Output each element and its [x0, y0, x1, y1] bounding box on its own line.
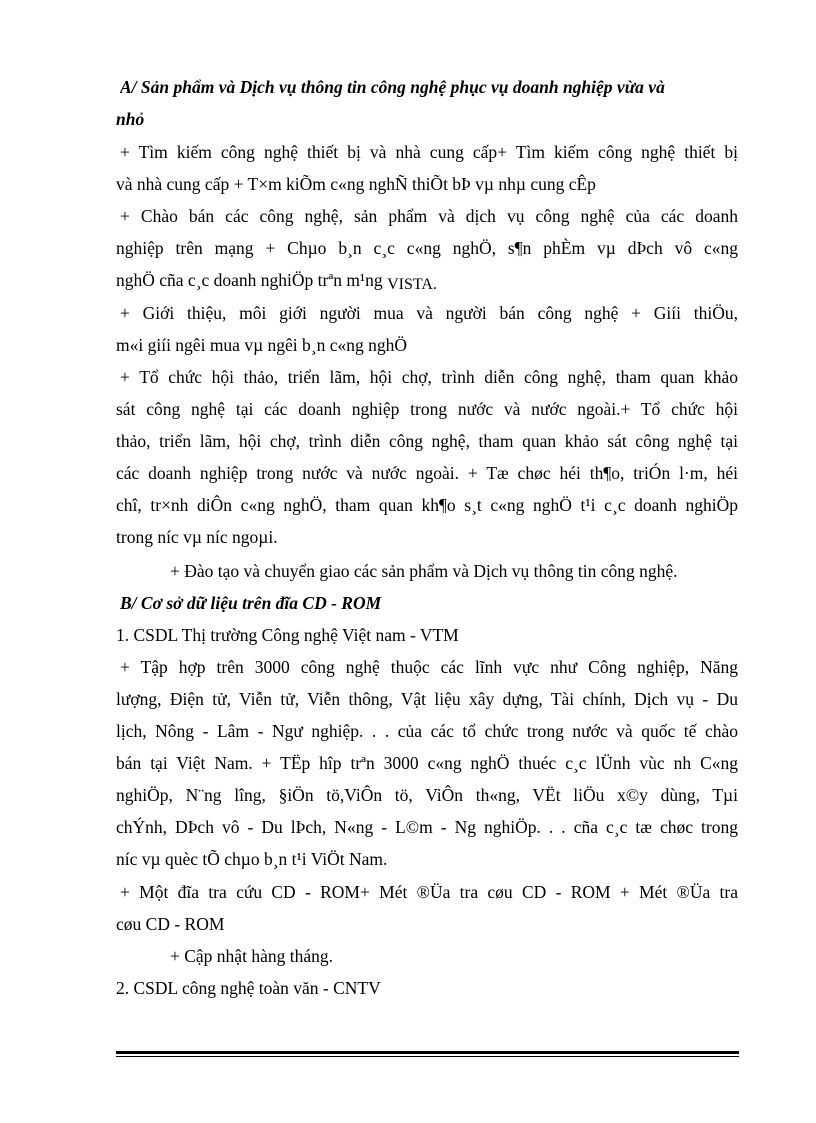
paragraph-line: + Chào bán các công nghệ, sản phẩm và dịch vụ công nghệ của các doanh	[120, 206, 738, 226]
paragraph-line: thảo, triển lãm, hội chợ, trình diễn công nghệ, tham quan khảo sát công nghệ tại	[116, 431, 738, 451]
paragraph-line: sát công nghệ tại các doanh nghiệp trong nước và nước ngoài.+ Tổ chức hội	[116, 399, 738, 419]
list-item-title: 2. CSDL công nghệ toàn văn - CNTV	[116, 978, 381, 998]
list-item-title: 1. CSDL Thị trường Công nghệ Việt nam - VTM	[116, 625, 459, 645]
footer-rule-thin	[116, 1056, 739, 1057]
paragraph-line: + Một đĩa tra cứu CD - ROM+ Mét ®Üa tra cøu CD - ROM + Mét ®Üa tra	[120, 882, 738, 902]
paragraph-line: chÝnh, DÞch vô - Du lÞch, N«ng - L©m - Ng nghiÖp. . . cña c¸c tæ chøc trong	[116, 817, 738, 837]
section-a-title: A/ Sản phẩm và Dịch vụ thông tin công nghệ phục vụ doanh nghiệp vừa và	[120, 77, 665, 97]
paragraph-line: chî, tr×nh diÔn c«ng nghÖ, tham quan kh¶o s¸t c«ng nghÖ t¹i c¸c doanh nghiÖp	[116, 495, 738, 515]
vista-word: VISTA.	[387, 276, 437, 293]
section-a-title-cont: nhỏ	[116, 109, 145, 129]
paragraph-line: nghiệp trên mạng + Chµo b¸n c¸c c«ng nghÖ, s¶n phÈm vµ dÞch vô c«ng	[116, 238, 738, 258]
paragraph-line: + Giới thiệu, môi giới người mua và người bán công nghệ + Giíi thiÖu,	[120, 303, 738, 323]
paragraph-line: m«i giíi ngêi mua vµ ngêi b¸n c«ng nghÖ	[116, 335, 408, 355]
paragraph-line: các doanh nghiệp trong nước và nước ngoài. + Tæ chøc héi th¶o, triÓn l·m, héi	[116, 463, 738, 483]
paragraph-line	[116, 269, 738, 293]
paragraph-line: lượng, Điện tử, Viễn tử, Viễn thông, Vật liệu xây dựng, Tài chính, Dịch vụ - Du	[116, 689, 738, 709]
paragraph-line: + Đào tạo và chuyển giao các sản phẩm và Dịch vụ thông tin công nghệ.	[170, 561, 678, 581]
section-b-title: B/ Cơ sở dữ liệu trên đĩa CD - ROM	[120, 593, 382, 613]
paragraph-line: + Tìm kiếm công nghệ thiết bị và nhà cung cấp+ Tìm kiếm công nghệ thiết bị	[120, 142, 738, 162]
paragraph-line: níc vµ quèc tÕ chµo b¸n t¹i ViÖt Nam.	[116, 849, 388, 869]
paragraph-line: lịch, Nông - Lâm - Ngư nghiệp. . . của các tổ chức trong nước và quốc tế chào	[116, 721, 738, 741]
paragraph-line-text: nghÖ cña c¸c doanh nghiÖp trªn m¹ng	[116, 270, 383, 290]
footer-rule-thick	[116, 1051, 739, 1054]
paragraph-line: bán tại Việt Nam. + TËp hîp trªn 3000 c«ng nghÖ thuéc c¸c lÜnh vùc nh C«ng	[116, 753, 738, 773]
paragraph-line: và nhà cung cấp + T×m kiÕm c«ng nghÑ thiÕt bÞ vµ nhµ cung cÊp	[116, 174, 596, 194]
paragraph-line: + Tổ chức hội thảo, triển lãm, hội chợ, trình diễn công nghệ, tham quan khảo	[120, 367, 738, 387]
paragraph-line: trong níc vµ níc ngoµi.	[116, 527, 278, 547]
paragraph-line: + Cập nhật hàng tháng.	[170, 946, 333, 966]
paragraph-line: nghiÖp, N¨ng lîng, §iÖn tö,ViÔn tö, ViÔn th«ng, VËt liÖu x©y dùng, Tµi	[116, 785, 738, 805]
paragraph-line: cøu CD - ROM	[116, 914, 225, 934]
paragraph-line: + Tập hợp trên 3000 công nghệ thuộc các lĩnh vực như Công nghiệp, Năng	[120, 657, 738, 677]
